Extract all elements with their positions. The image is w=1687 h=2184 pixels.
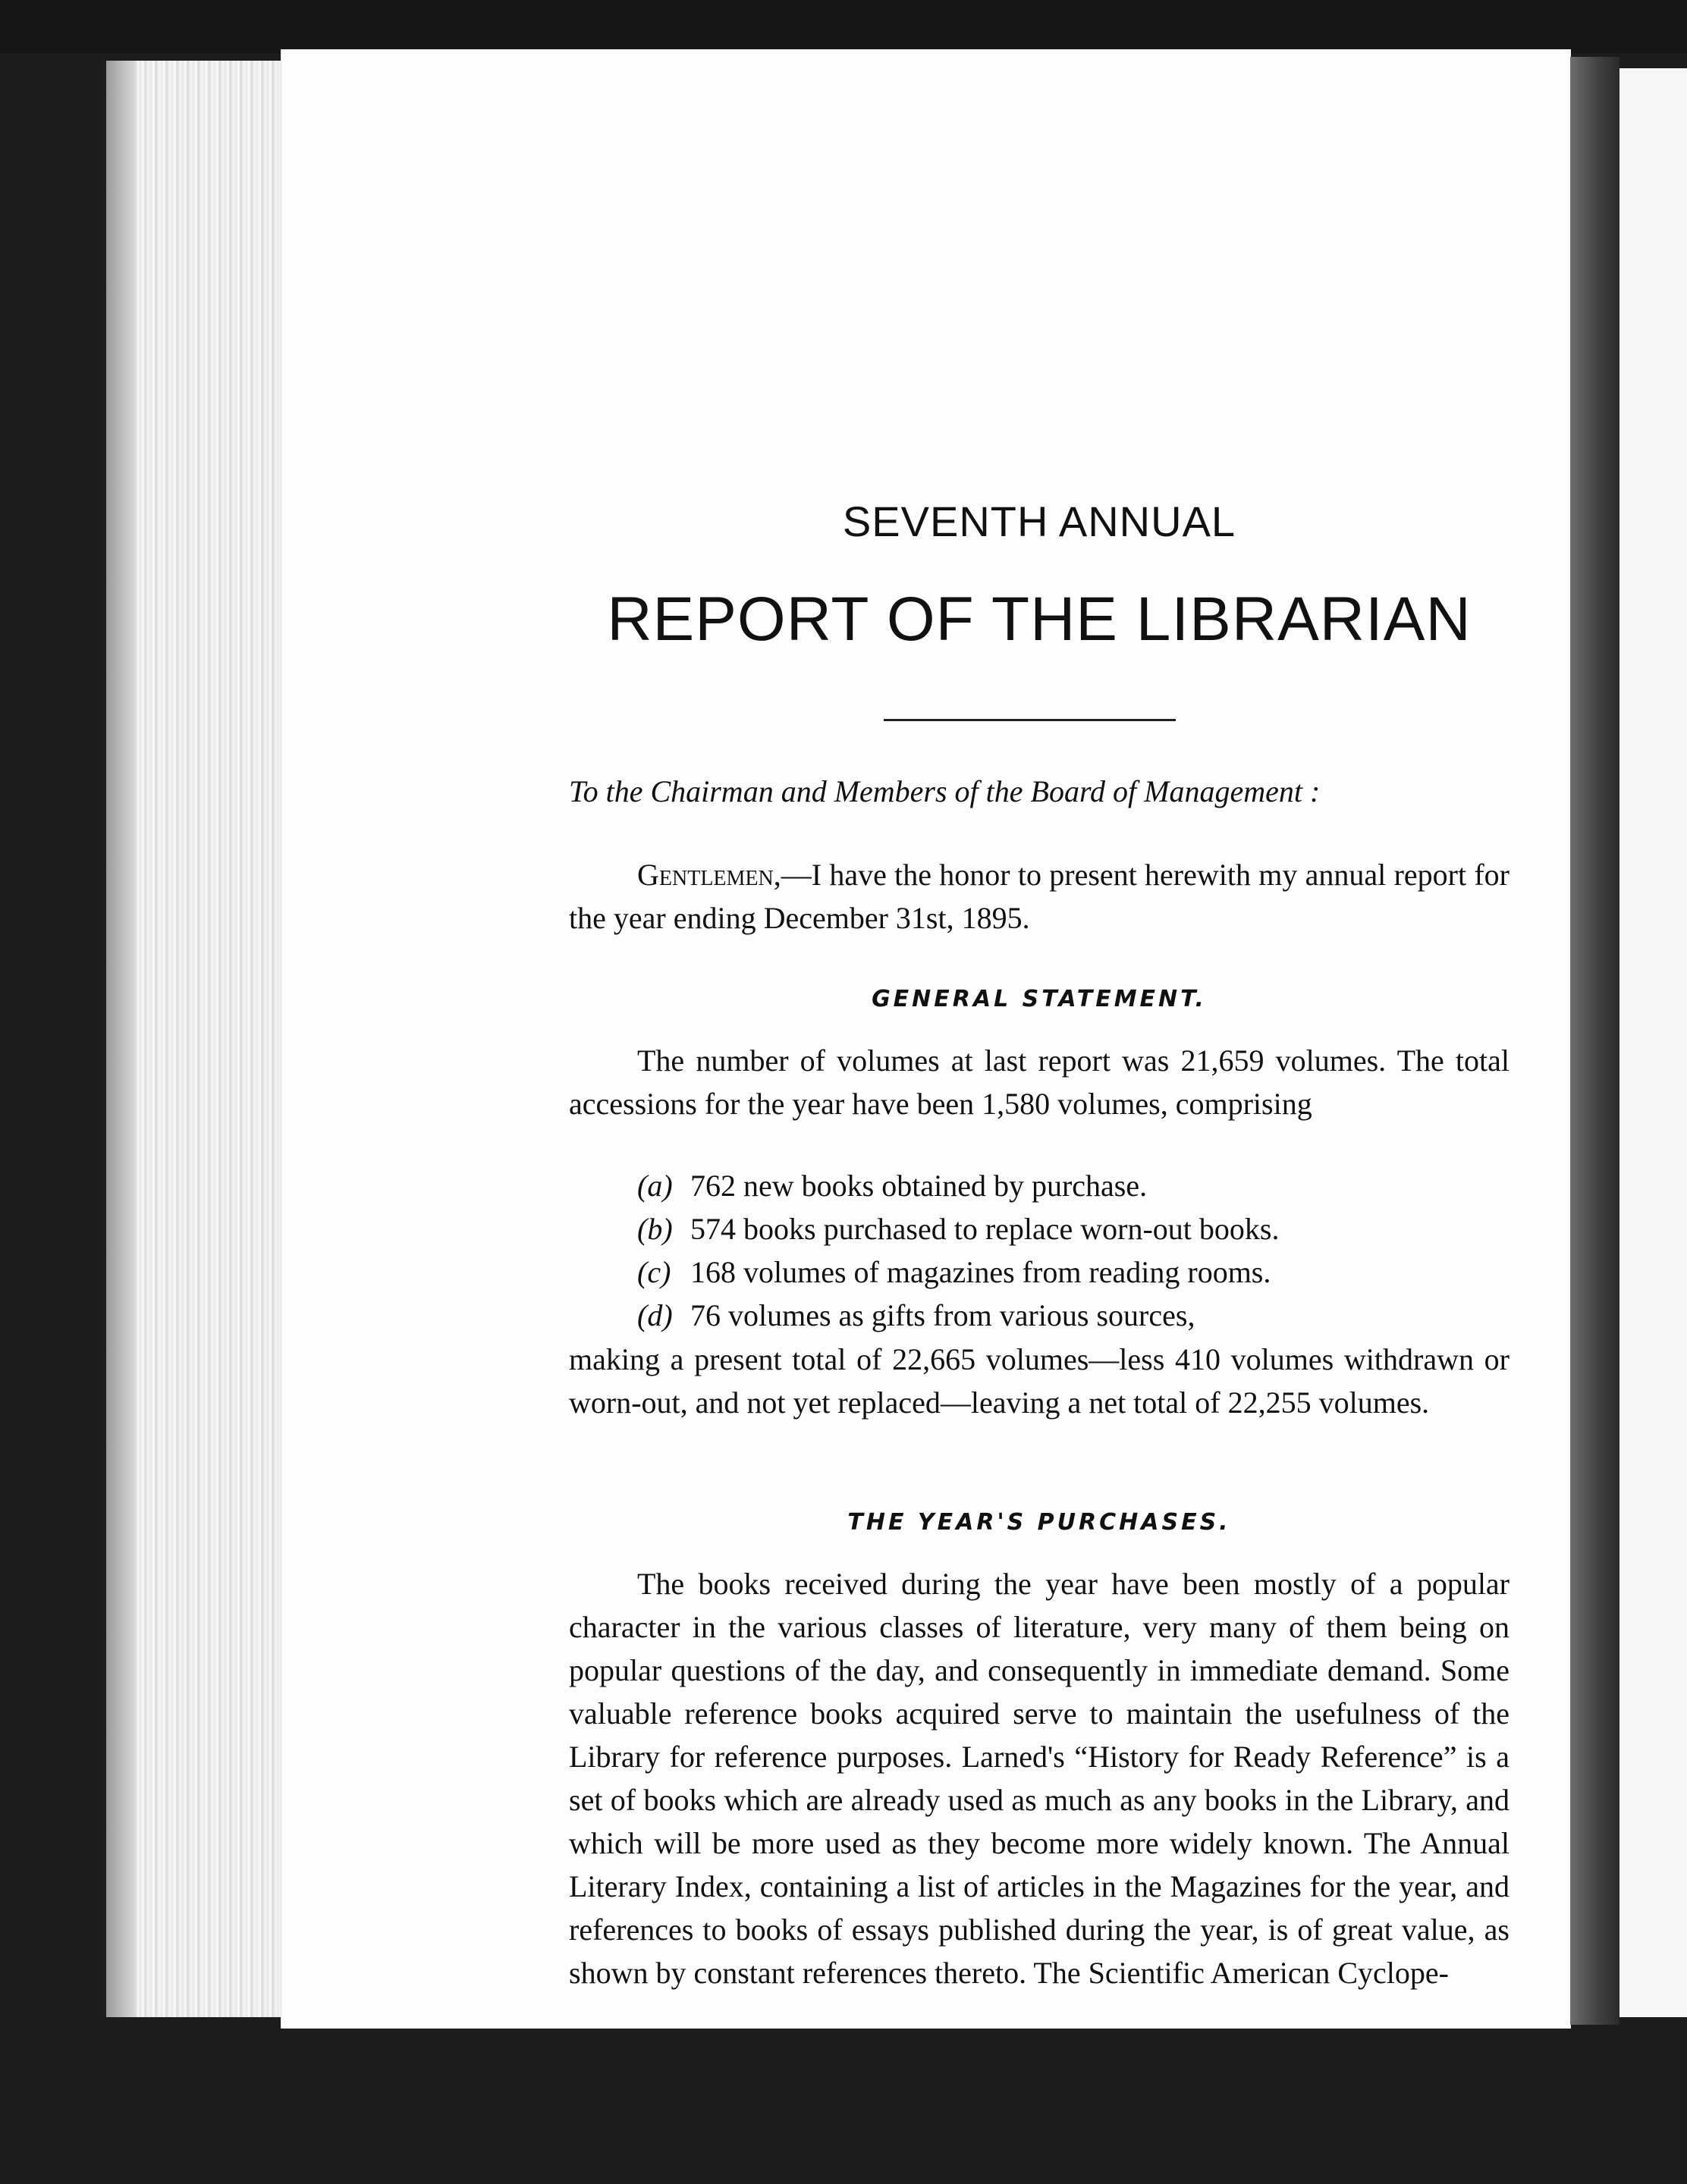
book-page-edges-shadow bbox=[106, 61, 137, 2017]
general-statement-paragraph: The number of volumes at last report was 21,659 volumes. The total accessions for the year have been 1,580 volumes, comprising bbox=[569, 1043, 1510, 1121]
list-item-text: 168 volumes of magazines from reading rooms. bbox=[690, 1255, 1271, 1289]
title-rule bbox=[884, 719, 1176, 721]
section-heading-general-statement: GENERAL STATEMENT. bbox=[872, 986, 1207, 1012]
list-item-key: (c) bbox=[637, 1255, 671, 1289]
report-title: REPORT OF THE LIBRARIAN bbox=[607, 585, 1472, 654]
list-item-key: (d) bbox=[637, 1298, 673, 1332]
list-item-key: (a) bbox=[637, 1169, 673, 1203]
list-item bbox=[637, 1207, 1510, 1250]
general-statement-continuation: making a present total of 22,665 volumes—less 410 volumes withdrawn or worn-out, and not yet replaced—leaving a net total of 22,255 volumes. bbox=[569, 1342, 1510, 1420]
section-heading-years-purchases: THE YEAR'S PURCHASES. bbox=[847, 1509, 1231, 1536]
years-purchases-paragraph: The books received during the year have been mostly of a popular character in the various classes of literature, very many of them being on popular questions of the day, and consequently in immediate demand. Some valuable reference books acquired serve to maintain the usefulness of the Library for reference purposes. Larned's “History for Ready Reference” is a set of books which are already used as much as any books in the Library, and which will be more used as they become more widely known. The Annual Literary Index, containing a list of articles in the Magazines for the year, and references to books of essays published during the year, is of great value, as shown by constant references thereto. The Scientific American Cyclope- bbox=[569, 1567, 1510, 1990]
scan-background-top bbox=[0, 0, 1687, 53]
list-item-key: (b) bbox=[637, 1212, 673, 1246]
salutation: To the Chairman and Members of the Board of Management : bbox=[569, 774, 1321, 808]
intro-paragraph bbox=[569, 853, 1510, 940]
list-item-text: 76 volumes as gifts from various sources, bbox=[690, 1298, 1195, 1332]
intro-lead: Gentlemen, bbox=[637, 858, 781, 892]
list-item-text: 574 books purchased to replace worn-out books. bbox=[690, 1212, 1280, 1246]
list-item-text: 762 new books obtained by purchase. bbox=[690, 1169, 1148, 1203]
list-item bbox=[637, 1294, 1510, 1337]
book-gutter-shadow bbox=[1570, 57, 1619, 2025]
report-subtitle: SEVENTH ANNUAL bbox=[842, 497, 1236, 545]
accessions-list bbox=[637, 1164, 1510, 1337]
facing-page-edge bbox=[1619, 68, 1687, 2017]
list-item bbox=[637, 1164, 1510, 1207]
list-item bbox=[637, 1250, 1510, 1294]
intro-text: —I have the honor to present herewith my annual report for the year ending December 31st, 1895. bbox=[569, 858, 1510, 935]
